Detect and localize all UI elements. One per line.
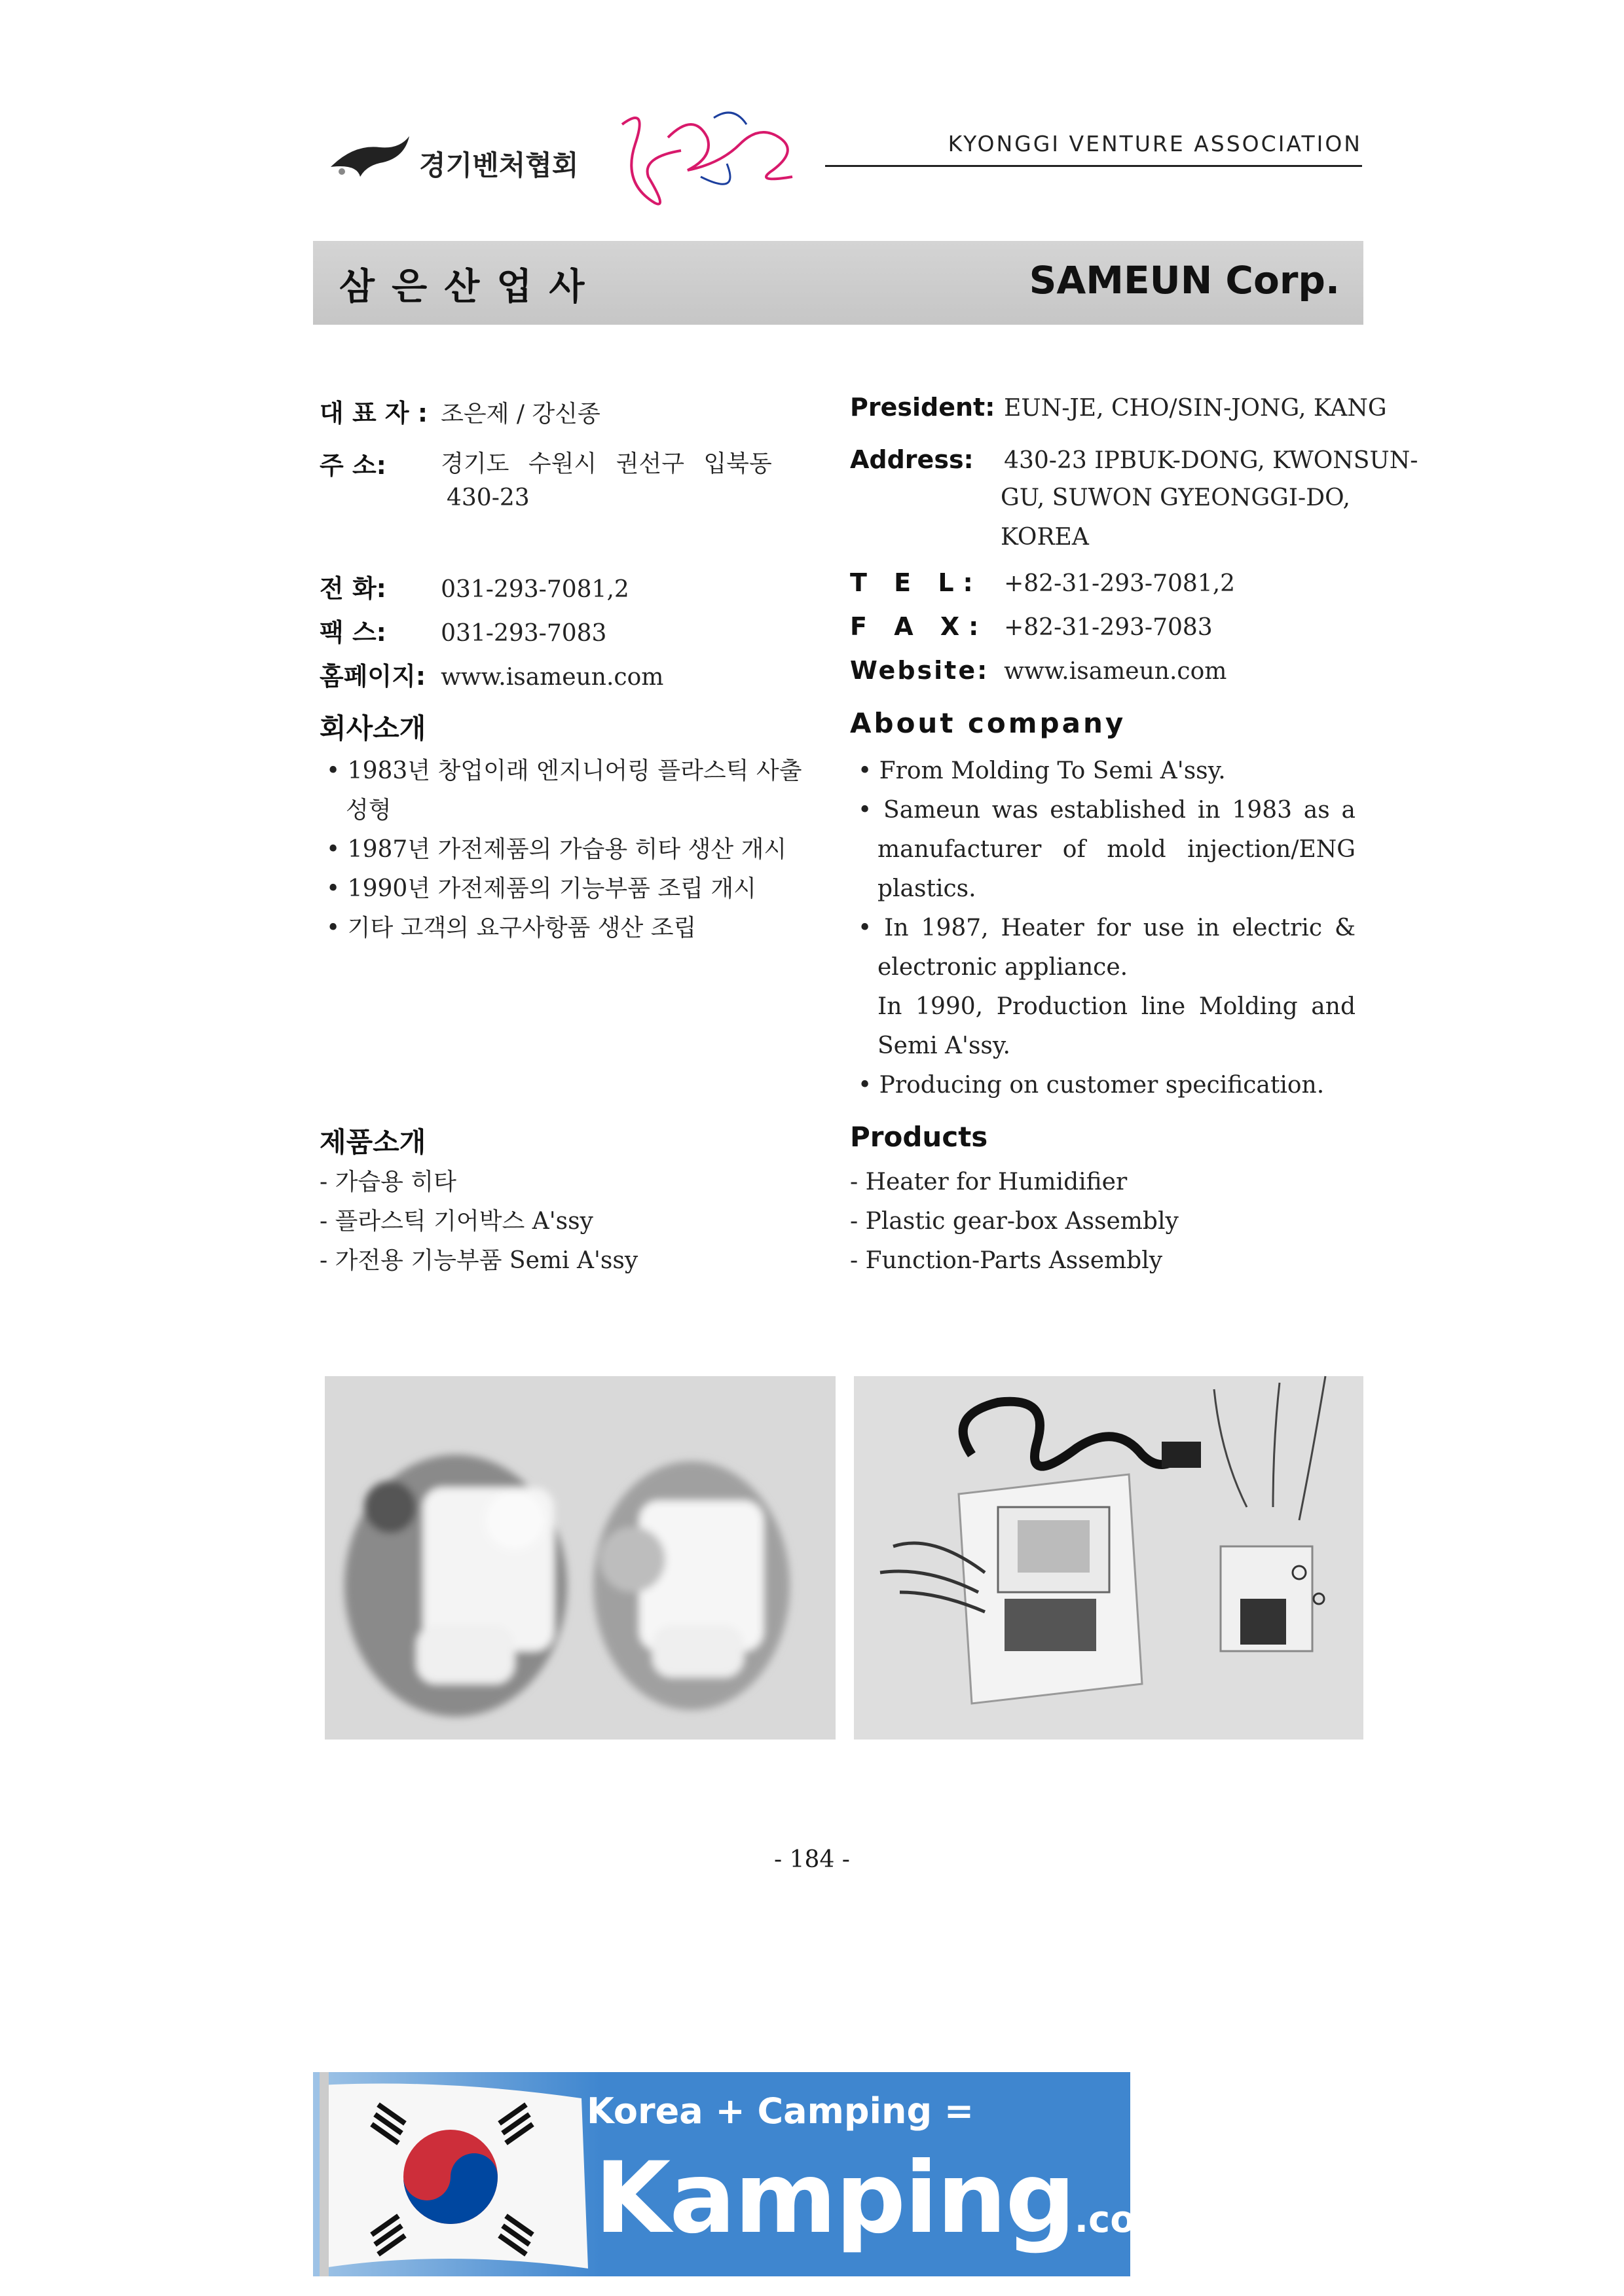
tel-value-ko: 031-293-7081,2 (441, 576, 629, 603)
handwritten-signature (609, 98, 819, 223)
list-item: - 가습용 히타 (320, 1169, 456, 1195)
header-rule (825, 165, 1362, 167)
products-list-en (850, 1163, 1348, 1281)
about-heading-en: About company (850, 707, 1126, 739)
banner-brand-name: Kamping (595, 2141, 1075, 2255)
president-value-en: EUN-JE, CHO/SIN-JONG, KANG (1004, 395, 1387, 422)
fax-label-ko: 팩 스: (320, 618, 386, 647)
website-value-en[interactable]: www.isameun.com (1004, 658, 1227, 685)
homepage-label-ko: 홈페이지: (320, 662, 426, 691)
association-logo-icon (327, 131, 413, 183)
tel-label-ko: 전 화: (320, 574, 386, 603)
tel-value-en: +82-31-293-7081,2 (1004, 570, 1236, 597)
about-heading-ko: 회사소개 (320, 712, 426, 744)
products-list-ko (320, 1163, 817, 1281)
address-line3-en: KOREA (1001, 524, 1089, 551)
address-line2-ko: 430-23 (447, 484, 530, 511)
tel-label-en: T E L: (850, 568, 982, 597)
products-heading-ko: 제품소개 (320, 1126, 426, 1158)
banner-tagline: Korea + Camping = (587, 2090, 974, 2132)
list-item: • From Molding To Semi A'ssy. (858, 757, 1226, 784)
product-photo-heater-assembly (854, 1376, 1363, 1740)
address-line2-en: GU, SUWON GYEONGGI-DO, (1001, 484, 1350, 511)
title-band (313, 241, 1363, 325)
list-item: - 플라스틱 기어박스 A'ssy (320, 1208, 593, 1235)
list-item: • In 1987, Heater for use in electric & electronic appliance. (858, 915, 1356, 981)
page-number: - 184 - (774, 1846, 850, 1873)
address-line1-ko: 경기도 수원시 권선구 입북동 (441, 450, 772, 477)
about-list-ko (326, 752, 824, 948)
association-name: KYONGGI VENTURE ASSOCIATION (948, 131, 1362, 156)
list-item: In 1990, Production line Molding and Semi A'ssy. (877, 993, 1356, 1059)
website-label-en: Website: (850, 656, 989, 685)
address-label-ko: 주 소: (320, 451, 386, 480)
about-list-en (858, 752, 1356, 1105)
president-label-ko: 대 표 자 : (320, 399, 428, 428)
korean-flag-icon (313, 2072, 601, 2276)
kamping-banner[interactable] (313, 2072, 1192, 2276)
list-item: • 1987년 가전제품의 가습용 히타 생산 개시 (326, 836, 787, 863)
association-logo-text: 경기벤처협회 (419, 149, 579, 181)
product-photo-gearbox (325, 1376, 836, 1740)
banner-brand (595, 2143, 1192, 2276)
list-item: • 1983년 창업이래 엔지니어링 플라스틱 사출성형 (326, 757, 802, 824)
list-item: - Heater for Humidifier (850, 1169, 1128, 1195)
homepage-value-ko[interactable]: www.isameun.com (441, 664, 664, 691)
company-name-english: SAMEUN Corp. (1029, 258, 1340, 302)
list-item: - Plastic gear-box Assembly (850, 1208, 1179, 1235)
president-label-en: President: (850, 393, 995, 422)
list-item: - 가전용 기능부품 Semi A'ssy (320, 1247, 638, 1274)
list-item: • 기타 고객의 요구사항품 생산 조립 (326, 915, 697, 941)
products-heading-en: Products (850, 1121, 988, 1153)
company-name-korean: 삼은산업사 (339, 266, 602, 308)
list-item: • Sameun was established in 1983 as a manufacturer of mold injection/ENG plastics. (858, 797, 1356, 902)
address-line1-en: 430-23 IPBUK-DONG, KWONSUN- (1004, 447, 1418, 474)
list-item: • Producing on customer specification. (858, 1072, 1325, 1099)
fax-value-en: +82-31-293-7083 (1004, 614, 1213, 641)
fax-label-en: F A X: (850, 612, 988, 641)
list-item: • 1990년 가전제품의 기능부품 조립 개시 (326, 875, 756, 902)
address-label-en: Address: (850, 445, 974, 474)
fax-value-ko: 031-293-7083 (441, 620, 607, 647)
banner-domain: .co.kr (1074, 2198, 1192, 2241)
list-item: - Function-Parts Assembly (850, 1247, 1163, 1274)
president-value-ko: 조은제 / 강신종 (441, 401, 600, 428)
